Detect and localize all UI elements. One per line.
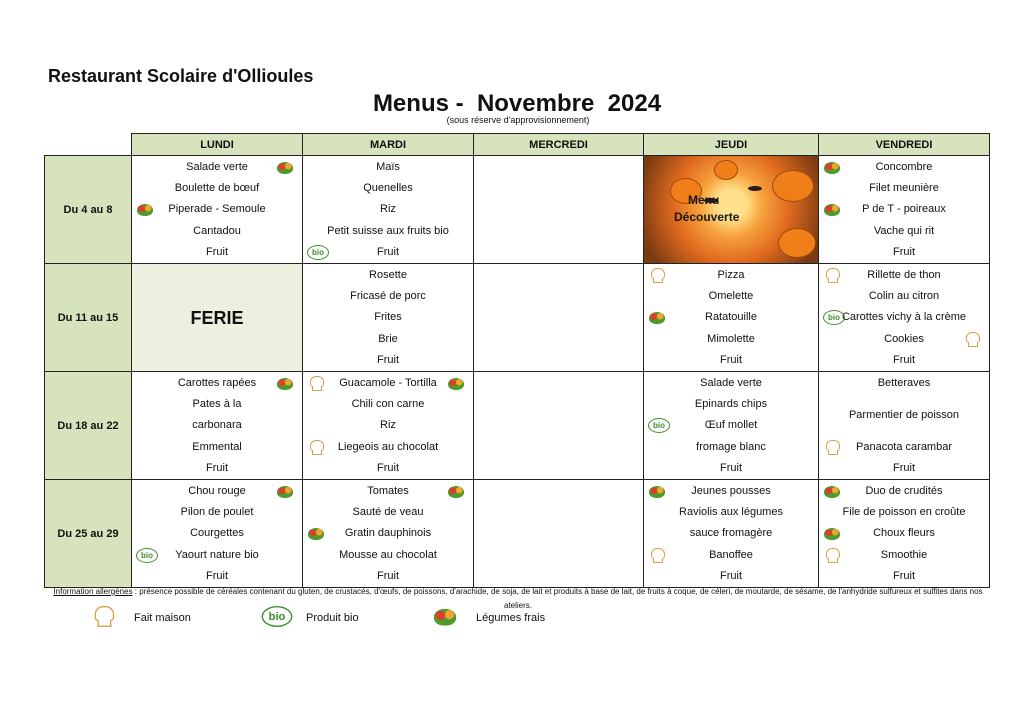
menu-item-text: Chili con carne [351, 398, 425, 411]
menu-item [644, 523, 818, 544]
vegetables-icon [432, 604, 462, 632]
chef-hat-icon [90, 604, 120, 632]
discovery-menu-line2: Découverte [674, 210, 740, 224]
page-subtitle: (sous réserve d'approvisionnement) [446, 115, 590, 125]
menu-item-text: Raviolis aux légumes [679, 506, 783, 519]
menu-item [303, 458, 473, 479]
menu-item-text: Emmental [192, 440, 242, 453]
menu-item-text: Riz [380, 419, 396, 432]
menu-item [132, 481, 302, 502]
bio-icon [648, 418, 670, 433]
menu-cell-mardi [303, 156, 474, 264]
menu-table [44, 133, 990, 588]
menu-item-text: Rosette [369, 269, 407, 281]
menu-item-text: Maïs [376, 161, 400, 173]
menu-item [303, 502, 473, 523]
menu-item-text: Pizza [717, 269, 745, 281]
menu-item-text: Pates à la [192, 398, 242, 411]
chef-hat-icon [307, 376, 325, 391]
day-header-lundi: LUNDI [132, 134, 303, 156]
menu-item [303, 437, 473, 458]
menu-item [132, 458, 302, 479]
legend-fresh-vegetables [432, 604, 545, 632]
menu-item-text: Salade verte [186, 161, 248, 173]
vegetables-icon [447, 484, 465, 499]
vegetables-icon [823, 526, 841, 541]
menu-item [644, 350, 818, 371]
menu-item-text: Fruit [206, 245, 228, 258]
allergen-info-label: Information allergènes [53, 587, 133, 596]
menu-item-text: Smoothie [880, 548, 928, 561]
menu-item-text: Fruit [893, 353, 915, 366]
week-row [45, 372, 990, 480]
bio-icon [307, 245, 329, 260]
menu-item-text: Epinards chips [694, 398, 768, 411]
day-header-row [45, 134, 990, 156]
day-header-mardi: MARDI [303, 134, 474, 156]
menu-item-text: Œuf mollet [704, 419, 758, 432]
menu-item [303, 242, 473, 263]
menu-item [303, 545, 473, 566]
bio-icon [136, 548, 158, 563]
menu-item [303, 350, 473, 371]
vegetables-icon [823, 202, 841, 217]
menu-item-text: Carottes rapées [177, 377, 257, 389]
menu-item-text: File de poisson en croûte [842, 506, 966, 519]
menu-cell-lundi [132, 156, 303, 264]
menu-item-text: fromage blanc [696, 440, 766, 453]
menu-item-text: Fruit [893, 245, 915, 258]
menu-item [303, 373, 473, 394]
menu-item-text: Fruit [377, 569, 399, 582]
menu-item [644, 373, 818, 394]
menu-item [132, 221, 302, 242]
bio-icon [823, 310, 845, 325]
menu-item-text: Chou rouge [188, 485, 246, 497]
vegetables-icon [447, 376, 465, 391]
menu-item-text: Omelette [708, 290, 754, 303]
vegetables-icon [648, 484, 666, 499]
menu-item [132, 242, 302, 263]
menu-item [132, 566, 302, 587]
menu-item [132, 523, 302, 544]
menu-item-text: Filet meunière [869, 182, 939, 195]
menu-item [644, 502, 818, 523]
menu-item-text: Salade verte [700, 377, 762, 389]
menu-cell-vendredi [819, 156, 990, 264]
day-header-vendredi: VENDREDI [819, 134, 990, 156]
menu-item-text: Sauté de veau [352, 506, 424, 519]
menu-item-text: Pilon de poulet [180, 506, 254, 519]
menu-item-text: Piperade - Semoule [168, 203, 266, 216]
menu-item-text: Ratatouille [705, 311, 757, 324]
menu-item-text: Boulette de bœuf [174, 182, 260, 195]
menu-item [644, 286, 818, 307]
menu-item [132, 373, 302, 394]
menu-item-text: Mousse au chocolat [339, 548, 437, 561]
menu-item [132, 437, 302, 458]
menu-item [819, 286, 989, 307]
menu-item [819, 373, 989, 394]
menu-item-text: Tomates [367, 485, 409, 497]
menu-item [303, 394, 473, 415]
menu-item-text: Mimolette [707, 332, 755, 345]
vegetables-icon [823, 484, 841, 499]
menu-item-text: Jeunes pousses [691, 485, 771, 497]
menu-item [303, 566, 473, 587]
menu-item [644, 307, 818, 328]
chef-hat-icon [307, 440, 325, 455]
vegetables-icon [276, 484, 294, 499]
menu-item [303, 307, 473, 328]
week-row [45, 264, 990, 372]
pumpkin-icon [772, 170, 814, 202]
header-corner [45, 134, 132, 156]
menu-item [819, 394, 989, 436]
menu-cell-mardi [303, 480, 474, 588]
menu-item-text: Brie [378, 332, 398, 345]
chef-hat-icon [823, 548, 841, 563]
menu-item-text: Petit suisse aux fruits bio [327, 224, 449, 237]
menu-item [819, 350, 989, 371]
menu-cell-jeudi [644, 372, 819, 480]
menu-item-text: Fruit [720, 569, 742, 582]
menu-item-text: Frites [374, 311, 402, 324]
menu-item [819, 307, 989, 328]
menu-item-text: Betteraves [877, 377, 931, 389]
menu-item-text: Fruit [206, 461, 228, 474]
menu-item [819, 157, 989, 178]
menu-item [644, 415, 818, 436]
menu-cell-lundi [132, 480, 303, 588]
menu-item [132, 545, 302, 566]
menu-item [303, 265, 473, 286]
restaurant-name: Restaurant Scolaire d'Ollioules [48, 66, 314, 86]
week-row [45, 480, 990, 588]
menu-item-text: Panacota carambar [856, 440, 952, 453]
menu-item [644, 437, 818, 458]
menu-item [132, 394, 302, 415]
menu-item-text: Riz [380, 203, 396, 216]
menu-item [819, 502, 989, 523]
discovery-menu-line1: Menu [688, 193, 720, 207]
menu-item [819, 242, 989, 263]
bat-icon [748, 186, 762, 191]
menu-item-text: Fruit [720, 353, 742, 366]
menu-item [819, 199, 989, 220]
menu-item [644, 566, 818, 587]
menu-cell-mercredi [474, 480, 644, 588]
menu-item-text: Cookies [884, 332, 924, 345]
legend-label: Produit bio [306, 612, 359, 624]
menu-cell-mercredi [474, 156, 644, 264]
menu-item [303, 415, 473, 436]
chef-hat-icon [823, 268, 841, 283]
day-header-jeudi: JEUDI [644, 134, 819, 156]
menu-item [303, 481, 473, 502]
vegetables-icon [136, 202, 154, 217]
vegetables-icon [276, 376, 294, 391]
menu-item [303, 221, 473, 242]
menu-item [644, 265, 818, 286]
vegetables-icon [276, 160, 294, 175]
menu-cell-mercredi [474, 372, 644, 480]
holiday-cell: FERIE [132, 264, 303, 372]
menu-item [303, 523, 473, 544]
menu-item-text: Liegeois au chocolat [337, 440, 439, 453]
menu-item [819, 545, 989, 566]
menu-item [303, 178, 473, 199]
menu-cell-jeudi [644, 264, 819, 372]
menu-item [132, 415, 302, 436]
week-label: Du 25 au 29 [45, 480, 132, 588]
menu-cell-vendredi [819, 480, 990, 588]
menu-item-text: Fruit [720, 461, 742, 474]
menu-cell-mardi [303, 264, 474, 372]
menu-item [303, 286, 473, 307]
menu-item [644, 394, 818, 415]
menu-cell-mercredi [474, 264, 644, 372]
menu-item-text: Fruit [377, 461, 399, 474]
pumpkin-icon [714, 160, 738, 180]
menu-item [303, 199, 473, 220]
menu-item [819, 566, 989, 587]
menu-item [644, 545, 818, 566]
menu-cell-vendredi [819, 372, 990, 480]
menu-item-text: Cantadou [193, 224, 241, 237]
week-label: Du 11 au 15 [45, 264, 132, 372]
allergen-info-text: : présence possible de céréales contenant du gluten, de crustacés, d'œufs, de poissons, d'arachide, de soja, de lait et produits à base de lait, de fruits à coque, de céleri, de moutarde, de sésame, de l'anhydride sulfureux et sulfites dans nos ateliers. [132, 587, 983, 610]
menu-item-text: sauce fromagère [689, 527, 773, 540]
menu-item-text: carbonara [192, 419, 242, 432]
chef-hat-icon [963, 332, 981, 347]
menu-item [819, 329, 989, 350]
menu-item [132, 502, 302, 523]
menu-item-text: Choux fleurs [873, 527, 935, 540]
legend-organic [262, 604, 359, 632]
chef-hat-icon [648, 268, 666, 283]
menu-item [132, 178, 302, 199]
menu-item-text: Gratin dauphinois [344, 527, 432, 540]
menu-item-text: Carottes vichy à la crème [841, 311, 967, 324]
menu-item [819, 481, 989, 502]
legend-homemade [90, 604, 191, 632]
day-header-mercredi: MERCREDI [474, 134, 644, 156]
menu-item-text: Duo de crudités [865, 485, 943, 497]
discovery-menu-banner [644, 156, 819, 264]
menu-item-text: Yaourt nature bio [175, 548, 259, 561]
week-row [45, 156, 990, 264]
menu-item [303, 329, 473, 350]
vegetables-icon [307, 526, 325, 541]
menu-item-text: Fricasé de porc [350, 290, 426, 303]
menu-item [132, 199, 302, 220]
menu-item-text: Fruit [377, 245, 399, 258]
menu-item [644, 458, 818, 479]
vegetables-icon [648, 310, 666, 325]
legend-label: Légumes frais [476, 612, 546, 624]
week-label: Du 4 au 8 [45, 156, 132, 264]
menu-item-text: Concombre [875, 161, 933, 173]
menu-item [819, 437, 989, 458]
menu-item [819, 265, 989, 286]
menu-cell-mardi [303, 372, 474, 480]
chef-hat-icon [823, 440, 841, 455]
pumpkin-icon [778, 228, 816, 258]
menu-item [819, 458, 989, 479]
menu-item-text: Fruit [893, 461, 915, 474]
menu-item-text: Courgettes [190, 527, 244, 540]
menu-item [819, 523, 989, 544]
menu-item-text: Fruit [377, 353, 399, 366]
menu-item-text: Banoffee [709, 548, 753, 561]
legend-label: Fait maison [134, 612, 191, 624]
menu-item-text: Quenelles [363, 182, 413, 195]
menu-item-text: Fruit [206, 569, 228, 582]
menu-item [819, 178, 989, 199]
menu-item [819, 221, 989, 242]
menu-item-text: Vache qui rit [873, 224, 935, 237]
discovery-menu-label [674, 192, 739, 226]
menu-item-text: Parmentier de poisson [848, 409, 960, 422]
week-label: Du 18 au 22 [45, 372, 132, 480]
menu-item [303, 157, 473, 178]
menu-item-text: Guacamole - Tortilla [339, 377, 437, 389]
menu-item-text: P de T - poireaux [862, 203, 946, 216]
menu-item-text: Rillette de thon [867, 269, 941, 281]
menu-cell-jeudi [644, 480, 819, 588]
menu-cell-vendredi [819, 264, 990, 372]
menu-item [644, 329, 818, 350]
menu-cell-lundi [132, 372, 303, 480]
menu-item [132, 157, 302, 178]
bio-icon [262, 604, 292, 632]
vegetables-icon [823, 160, 841, 175]
chef-hat-icon [648, 548, 666, 563]
menu-item [644, 481, 818, 502]
menu-item-text: Fruit [893, 569, 915, 582]
page-title: Menus - Novembre 2024 [372, 90, 662, 117]
menu-item-text: Colin au citron [868, 290, 940, 303]
